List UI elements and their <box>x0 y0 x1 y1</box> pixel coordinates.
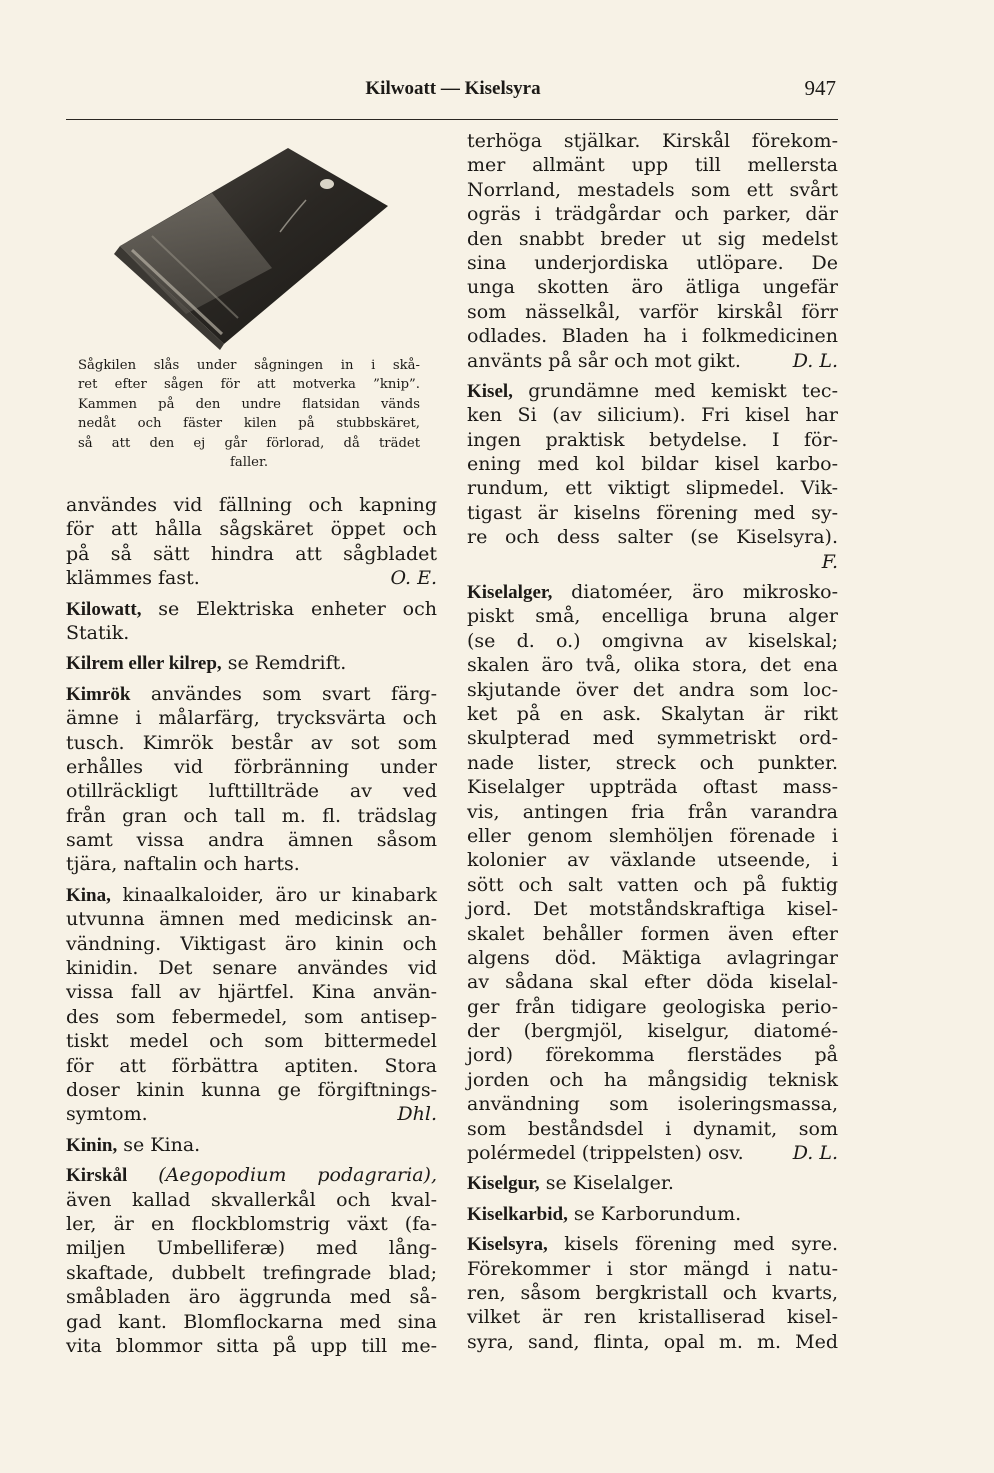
line-text: sina underjordiska utlöpare. De <box>467 251 838 274</box>
caption-line: Kammen på den undre flatsidan vänds <box>78 396 420 412</box>
text-line <box>467 379 838 403</box>
line-text: vis, antingen fria från varandra <box>467 800 838 823</box>
text-line <box>66 980 437 1004</box>
author-signature: F. <box>821 550 838 573</box>
text-line <box>66 1102 437 1126</box>
line-text: skjutande över det andra som loc- <box>467 678 838 701</box>
text-line <box>467 678 838 702</box>
text-line <box>467 1092 838 1116</box>
line-text: skulpterad med symmetriskt ord- <box>467 727 838 750</box>
author-signature: O. E. <box>390 567 437 590</box>
line-text: kisels förening med syre. <box>547 1233 838 1256</box>
text-line <box>66 1261 437 1285</box>
line-text: skalen äro två, olika stora, det ena <box>467 654 838 677</box>
text-line <box>66 1054 437 1078</box>
line-text: kinidin. Det senare användes vid <box>66 957 437 980</box>
line-text: Kiselalger uppträda oftast mass- <box>467 776 838 799</box>
text-line <box>66 1188 437 1212</box>
line-text: användes vid fällning och kapning <box>66 494 437 516</box>
running-header: Kilwoatt — Kiselsyra <box>365 78 541 99</box>
text-line <box>66 804 437 828</box>
line-text: klämmes fast. <box>66 567 200 590</box>
text-line <box>467 227 838 251</box>
text-line <box>467 800 838 824</box>
text-line <box>467 1141 838 1165</box>
text-line <box>66 1029 437 1053</box>
line-text: ogräs i trädgårdar och parker, där <box>467 203 838 226</box>
line-text: tjära, naftalin och harts. <box>66 853 300 876</box>
line-text: kinaalkaloider, äro ur kinabark <box>110 883 437 906</box>
line-text: tigast är kiselns förening med sy- <box>467 501 838 524</box>
line-text: vissa fall av hjärtfel. Kina använ- <box>66 981 437 1004</box>
line-text: ger från tidigare geologiska perio- <box>467 995 838 1018</box>
text-line <box>66 852 437 876</box>
text-line <box>66 493 437 517</box>
text-line <box>467 452 838 476</box>
header-rule <box>66 119 838 120</box>
line-text: tusch. Kimrök består av sot som <box>66 731 437 754</box>
text-line <box>66 542 437 566</box>
text-line <box>66 1212 437 1236</box>
line-text: polérmedel (trippelsten) osv. <box>467 1142 744 1165</box>
line-text: se Karborundum. <box>567 1202 742 1225</box>
line-text: diatoméer, äro mikrosko- <box>552 581 838 604</box>
text-line <box>467 775 838 799</box>
line-text: mer allmänt upp till mellersta <box>467 154 838 177</box>
text-line <box>66 1236 437 1260</box>
line-text: från gran och tall m. fl. trädslag <box>66 804 437 827</box>
text-line <box>467 525 838 549</box>
line-text: symtom. <box>66 1103 148 1126</box>
text-line <box>467 824 838 848</box>
text-line <box>66 1310 437 1334</box>
text-line <box>66 755 437 779</box>
caption-line: nedåt och fäster kilen på stubbskäret, <box>78 416 420 432</box>
entry-headword: Kimrök <box>66 683 131 705</box>
caption-line: ret efter sågen för att motverka ”knip”. <box>78 377 420 393</box>
text-line <box>467 653 838 677</box>
line-text: vilket är ren kristalliserad kisel- <box>467 1306 838 1329</box>
line-text: des som febermedel, som antisep- <box>66 1005 437 1028</box>
right-column <box>467 129 838 1354</box>
caption-line: så att den ej går förlorad, då trädet <box>78 435 420 451</box>
text-line <box>467 300 838 324</box>
line-text: algens död. Mäktiga avlagringar <box>467 946 838 969</box>
text-line <box>467 897 838 921</box>
text-line <box>66 779 437 803</box>
text-line <box>467 501 838 525</box>
entry-headword: Kiselkarbid, <box>467 1203 568 1225</box>
line-text: sött och salt vatten och på fuktig <box>467 873 838 896</box>
text-line <box>467 1305 838 1329</box>
text-line <box>66 566 437 590</box>
line-text: skaftade, dubbelt trefingrade blad; <box>66 1261 437 1284</box>
text-line <box>467 153 838 177</box>
line-text: användes som svart färg- <box>130 682 437 705</box>
line-text: (Aegopodium podagraria), <box>127 1164 437 1187</box>
line-text: erhålles vid förbränning under <box>66 755 437 778</box>
text-line <box>467 848 838 872</box>
text-line <box>66 597 437 621</box>
line-text: för att förbättra aptiten. Stora <box>66 1054 437 1077</box>
line-text: se Kiselalger. <box>539 1172 674 1195</box>
text-line <box>66 883 437 907</box>
page-number: 947 <box>804 76 836 100</box>
text-line <box>467 922 838 946</box>
text-line <box>467 1281 838 1305</box>
line-text: som nässelkål, varför kirskål förr <box>467 300 838 323</box>
text-line <box>467 873 838 897</box>
text-line <box>66 621 437 645</box>
entry-headword: Kiselsyra, <box>467 1234 548 1256</box>
text-line <box>467 751 838 775</box>
line-text: vändning. Viktigast äro kinin och <box>66 932 437 955</box>
line-text: odlades. Bladen ha i folkmedicinen <box>467 325 838 348</box>
caption-line: faller. <box>229 455 269 471</box>
line-text: grundämne med kemiskt tec- <box>512 379 838 402</box>
text-line <box>66 517 437 541</box>
author-signature: D. L. <box>792 1142 838 1165</box>
text-line <box>467 129 838 153</box>
text-line <box>467 1171 838 1195</box>
text-line <box>66 828 437 852</box>
line-text: der (bergmjöl, kiselgur, diatomé- <box>467 1020 838 1043</box>
text-line <box>66 1285 437 1309</box>
line-text: miljen Umbelliferæ) med lång- <box>66 1237 437 1260</box>
line-text: småbladen äro äggrunda med så- <box>66 1286 437 1309</box>
entry-headword: Kinin, <box>66 1134 118 1156</box>
line-text: terhöga stjälkar. Kirskål förekom- <box>467 130 838 152</box>
entry-headword: Kilrem eller kilrep, <box>66 653 222 675</box>
text-line <box>467 629 838 653</box>
text-line <box>467 604 838 628</box>
line-text: användning som isoleringsmassa, <box>467 1093 838 1116</box>
line-text: ingen praktisk betydelse. I för- <box>467 428 838 451</box>
text-line <box>467 1068 838 1092</box>
line-text: rundum, ett viktigt slipmedel. Vik- <box>467 477 838 500</box>
line-text: samt vissa andra ämnen såsom <box>66 829 437 852</box>
line-text: tiskt medel och som bittermedel <box>66 1030 437 1053</box>
text-line <box>467 178 838 202</box>
entry-headword: Kiselgur, <box>467 1173 540 1195</box>
line-text: på så sätt hindra att sågbladet <box>66 542 437 565</box>
text-line <box>467 202 838 226</box>
text-line <box>66 956 437 980</box>
line-text: även kallad skvallerkål och kval- <box>66 1188 437 1211</box>
text-line <box>66 932 437 956</box>
text-line <box>467 995 838 1019</box>
text-line <box>467 275 838 299</box>
sawing-wedge-photo <box>92 138 402 350</box>
text-line <box>66 1078 437 1102</box>
line-text: använts på sår och mot gikt. <box>467 349 741 372</box>
line-text: Statik. <box>66 621 130 644</box>
text-line <box>467 726 838 750</box>
text-line <box>66 651 437 675</box>
text-line <box>66 1005 437 1029</box>
text-line <box>66 731 437 755</box>
line-text: som beståndsdel i dynamit, som <box>467 1117 838 1140</box>
line-text: se Kina. <box>117 1133 201 1156</box>
text-line <box>66 1133 437 1157</box>
text-line <box>467 550 838 574</box>
entry-headword: Kirskål <box>66 1165 128 1187</box>
text-line <box>467 1202 838 1226</box>
line-text: Norrland, mestadels som ett svårt <box>467 178 838 201</box>
caption-line: Sågkilen slås under sågningen in i skå- <box>78 358 420 373</box>
line-text: ken Si (av silicium). Fri kisel har <box>467 404 838 427</box>
line-text: se Elektriska enheter och <box>141 597 437 620</box>
entry-headword: Kiselalger, <box>467 582 553 604</box>
text-line <box>66 706 437 730</box>
line-text: för att hålla sågskäret öppet och <box>66 518 437 541</box>
line-text: kolonier av växlande utseende, i <box>467 849 838 872</box>
text-line <box>467 580 838 604</box>
text-line <box>66 907 437 931</box>
entry-headword: Kisel, <box>467 380 513 402</box>
line-text: piskt små, encelliga bruna alger <box>467 605 838 628</box>
text-line <box>467 1019 838 1043</box>
text-line <box>467 1330 838 1354</box>
text-line <box>467 403 838 427</box>
line-text: jord. Det motståndskraftiga kisel- <box>467 898 838 921</box>
line-text: eller genom slemhöljen förenade i <box>467 824 838 847</box>
text-line <box>66 682 437 706</box>
line-text: ket på en ask. Skalytan är rikt <box>467 702 838 725</box>
text-line <box>467 349 838 373</box>
line-text: ler, är en flockblomstrig växt (fa- <box>66 1212 437 1235</box>
line-text: jord) förekomma flerstädes på <box>467 1044 838 1067</box>
entry-headword: Kilowatt, <box>66 598 142 620</box>
figure-caption <box>78 356 420 472</box>
text-line <box>467 970 838 994</box>
line-text: unga skotten äro ätliga ungefär <box>467 276 838 299</box>
text-line <box>467 1257 838 1281</box>
line-text: doser kinin kunna ge förgiftnings- <box>66 1078 437 1101</box>
author-signature: Dhl. <box>397 1103 437 1126</box>
text-line <box>467 324 838 348</box>
line-text: ämne i målarfärg, trycksvärta och <box>66 707 437 730</box>
line-text: ening med kol bildar kisel karbo- <box>467 453 838 476</box>
line-text: nade lister, streck och punkter. <box>467 751 838 774</box>
text-line <box>467 251 838 275</box>
text-line <box>467 1117 838 1141</box>
line-text: (se d. o.) omgivna av kiselskal; <box>467 629 838 652</box>
line-text: otillräckligt lufttillträde av ved <box>66 780 437 803</box>
text-line <box>467 476 838 500</box>
line-text: re och dess salter (se Kiselsyra). <box>467 526 838 549</box>
line-text: skalet behåller formen även efter <box>467 922 838 945</box>
line-text: ren, såsom bergkristall och kvarts, <box>467 1281 838 1304</box>
entry-headword: Kina, <box>66 884 111 906</box>
line-text: Förekommer i stor mängd i natu- <box>467 1257 838 1280</box>
author-signature: D. L. <box>792 349 838 372</box>
text-line <box>467 1232 838 1256</box>
line-text: den snabbt breder ut sig medelst <box>467 227 838 250</box>
text-line <box>467 1043 838 1067</box>
line-text: syra, sand, flinta, opal m. m. Med <box>467 1330 838 1353</box>
line-text: av sådana skal efter döda kiselal- <box>467 971 838 994</box>
text-line <box>66 1334 437 1358</box>
left-column <box>66 493 437 1358</box>
line-text: utvunna ämnen med medicinsk an- <box>66 908 437 931</box>
text-line <box>66 1163 437 1187</box>
text-line <box>467 702 838 726</box>
text-line <box>467 946 838 970</box>
line-text: jorden och ha mångsidig teknisk <box>467 1068 838 1091</box>
line-text: vita blommor sitta på upp till me- <box>66 1334 437 1357</box>
text-line <box>467 428 838 452</box>
line-text: se Remdrift. <box>221 652 347 675</box>
line-text: gad kant. Blomflockarna med sina <box>66 1310 437 1333</box>
